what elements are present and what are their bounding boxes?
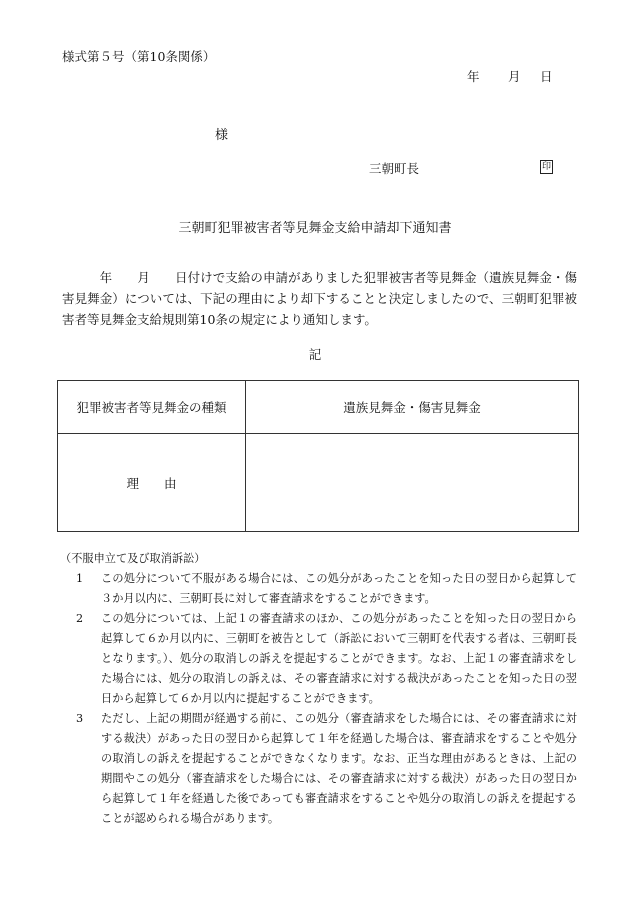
reason-label-cell: 理 由 <box>58 434 246 532</box>
table-row <box>58 381 579 434</box>
date-day-label: 日 <box>540 69 553 84</box>
form-number: 様式第５号（第10条関係） <box>62 49 216 64</box>
note-text: この処分については、上記１の審査請求のほか、この処分があったことを知った日の翌日から起算して６か月以内に、三朝町を被告として（訴訟において三朝町を代表する者は、三朝町長となります。）、処分の取消しの訴えを提起することができます。なお、上記１の審査請求をした場合には、処分の取消しの訴えは、その審査請求に対する裁決があったことを知った日の翌日から起算して６か月以内に提起することができます。 <box>101 612 577 705</box>
reason-value-cell <box>246 434 579 532</box>
appeal-notes <box>62 549 577 829</box>
document-title: 三朝町犯罪被害者等見舞金支給申請却下通知書 <box>178 221 452 236</box>
details-table <box>57 380 579 532</box>
note-number: 1 <box>76 572 84 585</box>
table-row <box>58 434 579 532</box>
issuer-name: 三朝町長 <box>369 161 420 176</box>
notice-body: 年 月 日付けで支給の申請がありました犯罪被害者等見舞金（遺族見舞金・傷害見舞金）については、下記の理由により却下することと決定しましたので、三朝町犯罪被害者等見舞金支給規則第10条の規定により通知します。 <box>62 270 577 327</box>
seal-mark-icon: 印 <box>541 162 551 172</box>
date-month-label: 月 <box>508 69 521 84</box>
list-item <box>62 709 577 829</box>
note-text: ただし、上記の期間が経過する前に、この処分（審査請求をした場合には、その審査請求に対する裁決）があった日の翌日から起算して１年を経過した場合は、審査請求をすることや処分の取消しの訴えを提起することができなくなります。なお、正当な理由があるときは、上記の期間やこの処分（審査請求をした場合には、その審査請求に対する裁決）があった日の翌日から起算して１年を経過した後であっても審査請求をすることや処分の取消しの訴えを提起することが認められる場合があります。 <box>101 712 577 825</box>
ki-heading: 記 <box>308 347 322 362</box>
addressee-suffix: 様 <box>215 128 229 143</box>
notes-heading: （不服申立て及び取消訴訟） <box>60 552 206 565</box>
type-value-cell: 遺族見舞金・傷害見舞金 <box>246 381 579 434</box>
note-number: 3 <box>76 712 84 725</box>
list-item <box>62 569 577 609</box>
note-number: 2 <box>76 612 84 625</box>
note-text: この処分について不服がある場合には、この処分があったことを知った日の翌日から起算して３か月以内に、三朝町長に対して審査請求をすることができます。 <box>101 572 577 605</box>
list-item <box>62 609 577 709</box>
type-label-cell: 犯罪被害者等見舞金の種類 <box>58 381 246 434</box>
date-year-label: 年 <box>467 69 480 84</box>
